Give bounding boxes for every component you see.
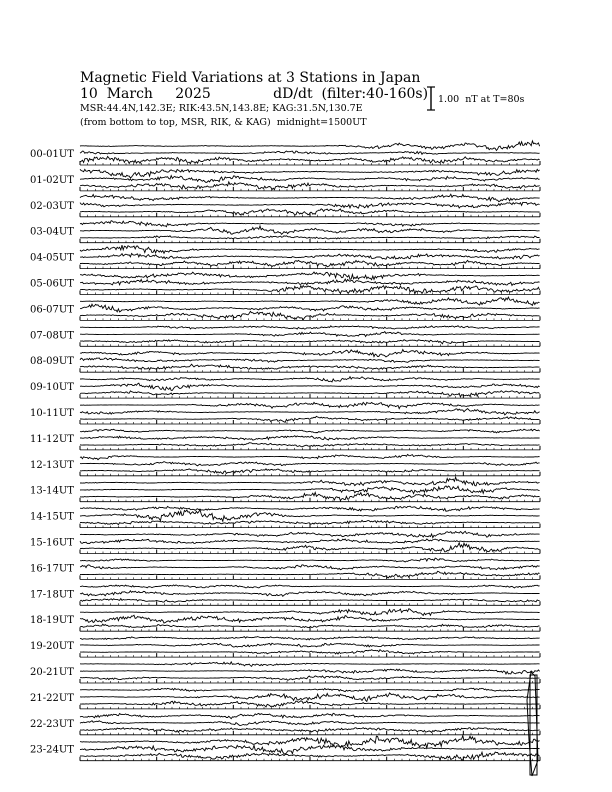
hour-row xyxy=(30,736,540,761)
trace-kag xyxy=(80,624,540,628)
trace-msr xyxy=(80,713,540,718)
hour-label: 20-21UT xyxy=(30,667,74,678)
hour-row xyxy=(30,662,540,683)
trace-msr xyxy=(80,531,540,537)
hour-row xyxy=(30,245,540,269)
trace-msr xyxy=(80,194,540,202)
date-filter-line: 10 March 2025 dD/dt (filter:40-160s) xyxy=(80,86,429,102)
hour-row xyxy=(30,585,540,605)
hour-row xyxy=(30,506,540,527)
station-order-note: (from bottom to top, MSR, RIK, & KAG) midnight=1500UT xyxy=(80,117,367,128)
hour-label: 05-06UT xyxy=(30,278,74,290)
hour-row xyxy=(30,454,540,475)
trace-msr xyxy=(80,429,540,433)
trace-kag xyxy=(80,520,540,524)
trace-rik xyxy=(80,721,540,726)
hour-label: 12-13UT xyxy=(30,459,74,471)
trace-rik xyxy=(80,643,540,647)
trace-msr xyxy=(80,272,540,280)
hour-label: 09-10UT xyxy=(30,382,74,394)
trace-rik xyxy=(80,510,540,522)
trace-msr xyxy=(80,326,540,329)
trace-msr xyxy=(80,169,540,178)
trace-rik xyxy=(80,745,540,753)
hour-label: 22-23UT xyxy=(30,718,74,730)
hour-label: 19-20UT xyxy=(30,641,74,653)
chart-title: Magnetic Field Variations at 3 Stations in Japan xyxy=(80,70,421,86)
trace-msr xyxy=(80,454,540,459)
hour-row xyxy=(30,688,540,709)
hour-row xyxy=(30,221,540,243)
hour-label: 08-09UT xyxy=(30,356,74,368)
trace-msr xyxy=(80,609,540,616)
hour-row xyxy=(30,326,540,347)
trace-msr xyxy=(80,402,540,408)
hour-label: 14-15UT xyxy=(30,511,74,523)
trace-msr xyxy=(80,585,540,588)
trace-msr xyxy=(80,637,540,640)
trace-rik xyxy=(80,409,540,415)
hour-label: 06-07UT xyxy=(30,304,74,316)
trace-rik xyxy=(80,202,540,208)
trace-msr xyxy=(80,477,540,486)
trace-rik xyxy=(80,332,540,337)
trace-rik xyxy=(80,591,540,597)
trace-rik xyxy=(80,669,540,674)
hour-label: 01-02UT xyxy=(30,174,74,186)
trace-rik xyxy=(80,304,540,312)
trace-rik xyxy=(80,279,540,285)
hour-row xyxy=(30,713,540,735)
trace-msr xyxy=(80,662,540,667)
trace-rik xyxy=(80,151,540,154)
trace-msr xyxy=(80,245,540,253)
trace-rik xyxy=(80,254,540,260)
hour-label: 23-24UT xyxy=(30,744,74,756)
trace-rik xyxy=(80,486,540,494)
hour-label: 13-14UT xyxy=(30,485,74,497)
hour-row xyxy=(30,531,540,553)
plot-rows xyxy=(30,141,540,761)
trace-rik xyxy=(80,176,540,183)
trace-rik xyxy=(80,539,540,544)
trace-kag xyxy=(80,443,540,447)
hour-row xyxy=(30,477,540,502)
trace-msr xyxy=(80,688,540,691)
trace-rik xyxy=(80,565,540,570)
hour-label: 21-22UT xyxy=(30,692,74,704)
hour-row xyxy=(30,169,540,191)
trace-rik xyxy=(80,615,540,623)
trace-msr xyxy=(80,558,540,562)
hour-row xyxy=(30,402,540,424)
trace-msr xyxy=(80,506,540,511)
hour-row xyxy=(30,350,540,373)
trace-rik xyxy=(80,358,540,363)
hour-row xyxy=(30,272,540,295)
hour-label: 17-18UT xyxy=(30,589,74,601)
trace-msr xyxy=(80,736,540,749)
trace-rik xyxy=(80,693,540,702)
trace-rik xyxy=(80,226,540,234)
trace-msr xyxy=(80,377,540,382)
trace-rik xyxy=(80,383,540,390)
trace-msr xyxy=(80,350,540,357)
trace-rik xyxy=(80,436,540,440)
trace-msr xyxy=(80,221,540,227)
scale-bar xyxy=(427,87,435,110)
hour-label: 03-04UT xyxy=(30,226,74,238)
hour-row xyxy=(30,377,540,398)
hour-label: 11-12UT xyxy=(30,433,74,445)
station-coordinates: MSR:44.4N,142.3E; RIK:43.5N,143.8E; KAG:31.5N,130.7E xyxy=(80,103,363,114)
hour-label: 10-11UT xyxy=(30,408,74,419)
hour-label: 16-17UT xyxy=(30,563,74,575)
scale-label: 1.00 nT at T=80s xyxy=(438,94,525,105)
hour-row xyxy=(30,558,540,579)
hour-label: 07-08UT xyxy=(30,330,74,342)
trace-msr xyxy=(80,141,540,151)
hour-label: 18-19UT xyxy=(30,615,74,627)
hour-label: 00-01UT xyxy=(30,149,74,160)
hour-label: 15-16UT xyxy=(30,537,74,549)
hour-row xyxy=(30,429,540,450)
trace-kag xyxy=(80,236,540,239)
hour-label: 04-05UT xyxy=(30,252,74,264)
hour-label: 02-03UT xyxy=(30,200,74,212)
hour-row xyxy=(30,637,540,658)
trace-msr xyxy=(80,297,540,305)
trace-rik xyxy=(80,462,540,466)
hour-row xyxy=(30,609,540,632)
hour-row xyxy=(30,194,540,217)
hour-row xyxy=(30,297,540,320)
hour-row xyxy=(30,141,540,165)
